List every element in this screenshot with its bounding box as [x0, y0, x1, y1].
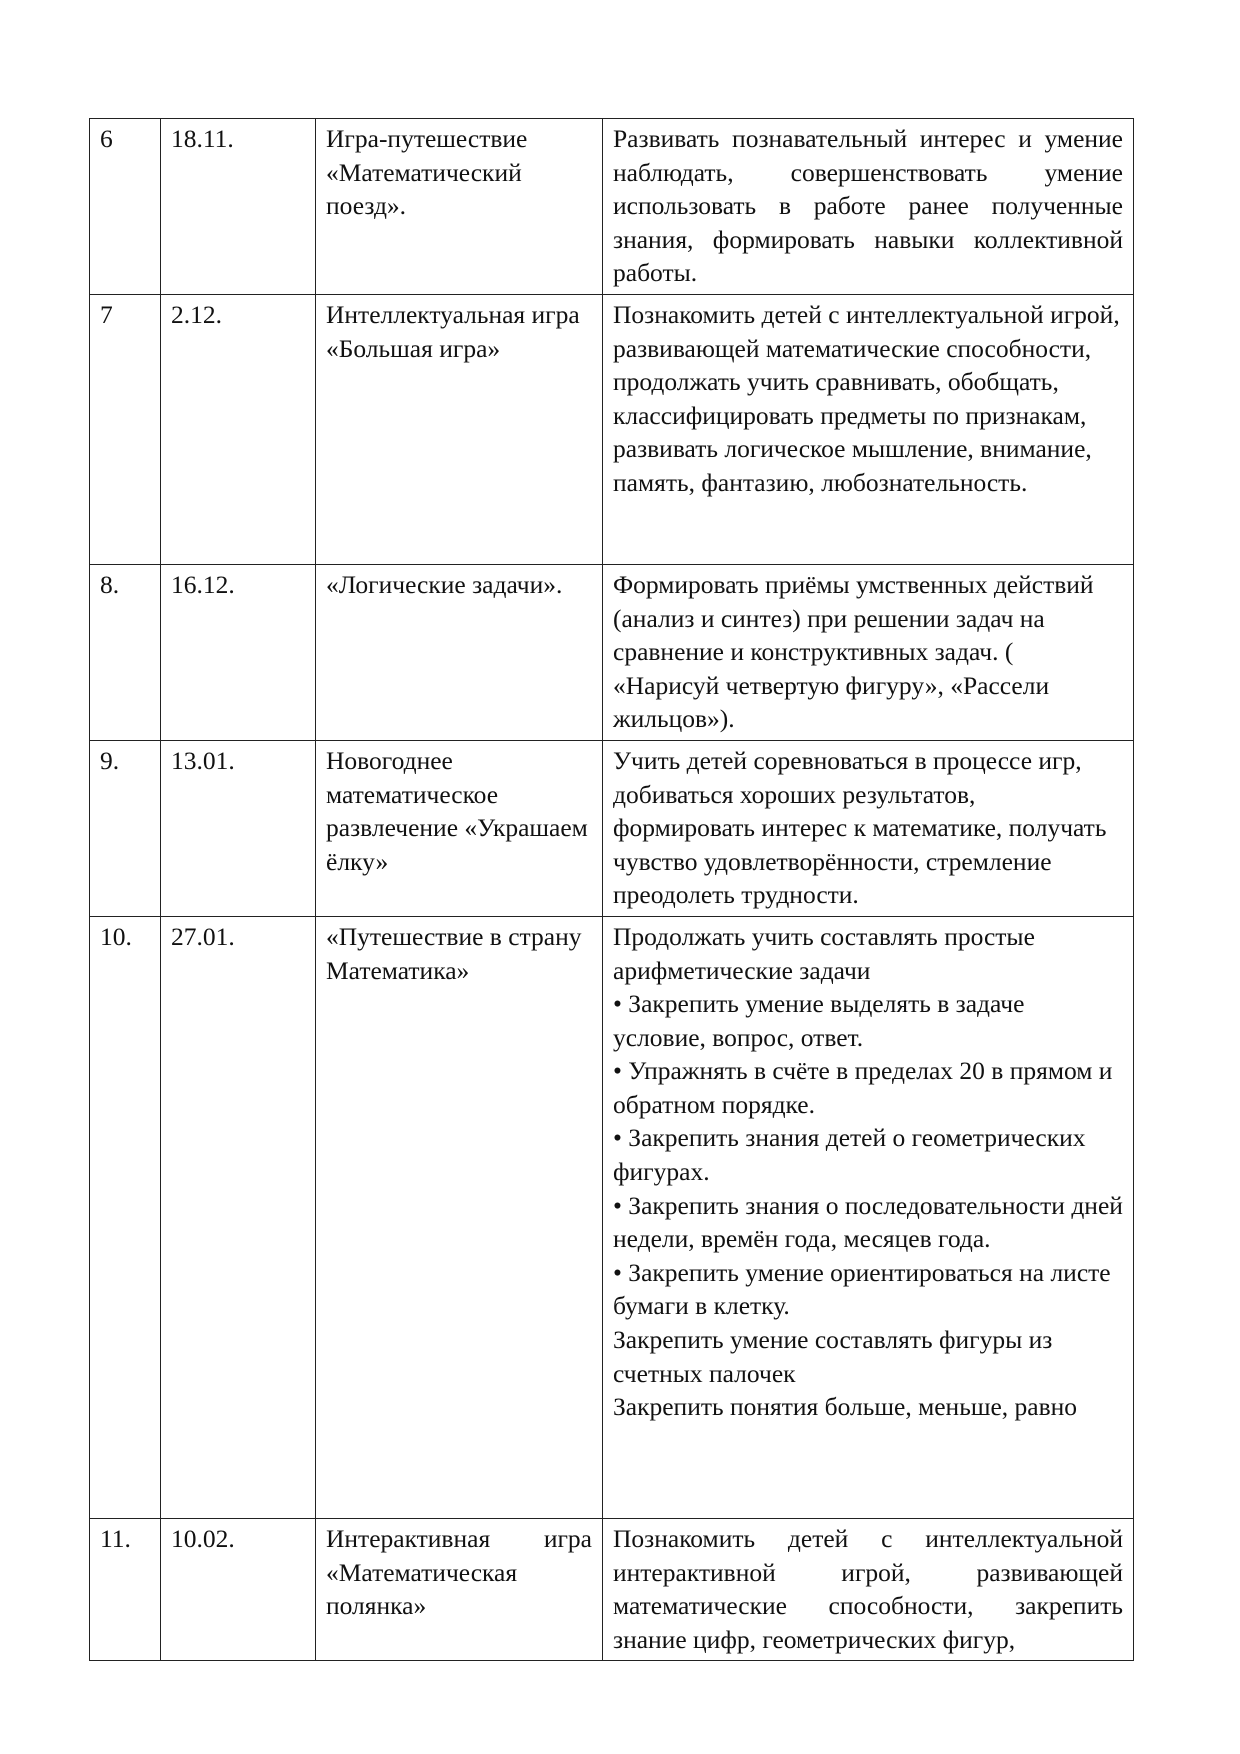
row-date: 18.11. [161, 119, 316, 295]
row-topic: «Путешествие в страну Математика» [316, 916, 603, 1518]
row-goal: Развивать познавательный интерес и умение наблюдать, совершенствовать умение использовать в работе ранее полученные знания, формировать навыки коллективной работы. [603, 119, 1134, 295]
row-topic: Интерактивная игра «Математическая полянка» [316, 1518, 603, 1660]
table-row [90, 740, 1134, 916]
row-topic: Игра-путешествие «Математический поезд». [316, 119, 603, 295]
table-row [90, 294, 1134, 564]
row-date: 16.12. [161, 564, 316, 740]
row-number: 10. [90, 916, 161, 1518]
row-goal: Познакомить детей с интеллектуальной интерактивной игрой, развивающей математические способности, закрепить знание цифр, геометрических фигур, [603, 1518, 1134, 1660]
row-topic: Интеллектуальная игра «Большая игра» [316, 294, 603, 564]
row-number: 6 [90, 119, 161, 295]
row-goal [603, 916, 1134, 1518]
goal-line: Закрепить понятия больше, меньше, равно [613, 1392, 1078, 1422]
row-date: 2.12. [161, 294, 316, 564]
row-topic: Новогоднее математическое развлечение «Украшаем ёлку» [316, 740, 603, 916]
row-topic: «Логические задачи». [316, 564, 603, 740]
table-row [90, 564, 1134, 740]
goal-bullet: • Закрепить умение ориентироваться на листе бумаги в клетку. [613, 1257, 1111, 1321]
row-goal: Формировать приёмы умственных действий (анализ и синтез) при решении задач на сравнение и конструктивных задач. ( «Нарисуй четвертую фигуру», «Рассели жильцов»). [603, 564, 1134, 740]
goal-bullet: • Закрепить знания о последовательности дней недели, времён года, месяцев года. [613, 1190, 1123, 1254]
goal-line: Продолжать учить составлять простые арифметические задачи [613, 921, 1035, 985]
table-row [90, 119, 1134, 295]
row-number: 11. [90, 1518, 161, 1660]
row-date: 13.01. [161, 740, 316, 916]
table-row [90, 916, 1134, 1518]
row-number: 7 [90, 294, 161, 564]
goal-bullet: • Упражнять в счёте в пределах 20 в прямом и обратном порядке. [613, 1056, 1113, 1119]
row-number: 9. [90, 740, 161, 916]
goal-line: Закрепить умение составлять фигуры из счетных палочек [613, 1325, 1053, 1388]
row-goal: Познакомить детей с интеллектуальной игрой, развивающей математические способности, продолжать учить сравнивать, обобщать, классифицировать предметы по признакам, развивать логическое мышление, внимание, память, фантазию, любознательность. [603, 294, 1134, 564]
row-date: 27.01. [161, 916, 316, 1518]
row-number: 8. [90, 564, 161, 740]
goal-bullet: • Закрепить умение выделять в задаче условие, вопрос, ответ. [613, 989, 1025, 1052]
row-goal: Учить детей соревноваться в процессе игр, добиваться хороших результатов, формировать интерес к математике, получать чувство удовлетворённости, стремление преодолеть трудности. [603, 740, 1134, 916]
goal-bullet: • Закрепить знания детей о геометрических фигурах. [613, 1123, 1086, 1187]
row-date: 10.02. [161, 1518, 316, 1660]
table-row [90, 1518, 1134, 1660]
lesson-plan-table [89, 118, 1134, 1661]
